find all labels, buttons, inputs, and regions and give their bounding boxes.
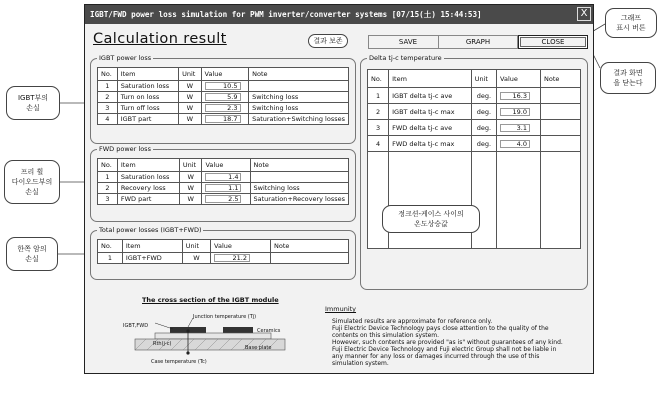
col-value: Value — [202, 159, 250, 172]
annotation-igbt-loss: IGBT부의 손실 — [6, 86, 60, 120]
row-value — [202, 194, 250, 205]
table-row — [98, 92, 349, 103]
table-row — [98, 253, 349, 264]
case-temp-label: Case temperature (Tc) — [151, 359, 207, 365]
value-field: 21.2 — [214, 254, 250, 262]
delta-temperature-group — [360, 54, 588, 290]
value-field: 2.3 — [205, 104, 241, 112]
row-value — [211, 253, 271, 264]
col-value: Value — [211, 240, 271, 253]
row-item: Turn off loss — [117, 103, 178, 114]
row-unit: W — [179, 81, 201, 92]
table-row — [98, 114, 349, 125]
immunity-text: Fuji Electric Device Technology and Fuji electric Group shall not be liable in — [332, 346, 557, 353]
immunity-text: Fuji Electric Device Technology pays close attention to the quality of the — [332, 325, 549, 332]
row-no: 2 — [98, 92, 118, 103]
base-plate-label: Base plate — [245, 345, 272, 351]
row-value — [201, 114, 249, 125]
row-unit: W — [182, 253, 210, 264]
row-note: Saturation+Switching losses — [249, 114, 349, 125]
row-unit: deg. — [471, 88, 496, 104]
row-value — [497, 120, 541, 136]
row-value — [202, 183, 250, 194]
row-item: Saturation loss — [117, 81, 178, 92]
table-row — [98, 194, 349, 205]
table-row — [368, 120, 581, 136]
table-row — [368, 88, 581, 104]
row-value — [497, 104, 541, 120]
row-no: 1 — [98, 172, 118, 183]
row-item: FWD delta tj-c ave — [389, 120, 472, 136]
table-row — [98, 81, 349, 92]
row-item: FWD delta tj-c max — [389, 136, 472, 152]
row-note — [541, 136, 581, 152]
row-no: 1 — [98, 81, 118, 92]
igbt-fwd-label: IGBT,FWD — [123, 323, 149, 329]
immunity-text: However, such contents are provided "as is" without guarantees of any kind. — [332, 339, 563, 346]
immunity-text: any manner for any loss or damages incurred through the use of this — [332, 353, 540, 360]
fwd-power-loss-group — [90, 145, 356, 222]
value-field: 1.4 — [205, 173, 241, 181]
row-note — [541, 120, 581, 136]
col-note: Note — [250, 159, 348, 172]
row-unit: W — [179, 114, 201, 125]
total-power-loss-group — [90, 226, 356, 280]
row-note — [271, 253, 349, 264]
row-no: 3 — [368, 120, 389, 136]
col-item: Item — [117, 68, 178, 81]
total-loss-table — [97, 239, 349, 264]
value-field: 16.3 — [500, 92, 530, 100]
window-titlebar: IGBT/FWD power loss simulation for PWM inverter/converter systems [07/15(土) 15:44:53] — [85, 5, 593, 24]
rth-label: Rth(j-c) — [153, 341, 172, 347]
col-unit: Unit — [182, 240, 210, 253]
row-item: Turn on loss — [117, 92, 178, 103]
annotation-temp-rise: 정크션-케이스 사이의 온도상승값 — [382, 205, 480, 233]
row-no: 3 — [98, 194, 118, 205]
annotation-fwd-loss: 프리 휠 다이오드부의 손실 — [4, 160, 60, 204]
col-no: No. — [98, 68, 118, 81]
value-field: 1.1 — [205, 184, 241, 192]
annotation-save-result: 결과 보존 — [308, 34, 348, 48]
row-no: 2 — [98, 183, 118, 194]
page-title: Calculation result — [93, 31, 227, 47]
row-unit: W — [179, 92, 201, 103]
col-unit: Unit — [179, 159, 202, 172]
col-item: Item — [389, 70, 472, 88]
fwd-group-title: FWD power loss — [99, 145, 151, 153]
row-item: Saturation loss — [117, 172, 179, 183]
row-item: IGBT delta tj-c max — [389, 104, 472, 120]
annotation-arm-loss: 한쪽 암의 손실 — [6, 237, 58, 271]
close-button[interactable]: CLOSE — [518, 35, 588, 49]
value-field: 2.5 — [205, 195, 241, 203]
table-row — [98, 172, 349, 183]
row-value — [497, 136, 541, 152]
immunity-text: contents on this simulation system. — [332, 332, 440, 339]
delta-group-title: Delta tj-c temperature — [369, 54, 442, 62]
col-note: Note — [249, 68, 349, 81]
row-no: 1 — [368, 88, 389, 104]
col-item: Item — [117, 159, 179, 172]
col-item: Item — [122, 240, 182, 253]
value-field: 4.0 — [500, 140, 530, 148]
row-note: Saturation+Recovery losses — [250, 194, 348, 205]
cross-section-title: The cross section of the IGBT module — [142, 296, 279, 304]
row-item: IGBT part — [117, 114, 178, 125]
row-no: 4 — [368, 136, 389, 152]
window-close-icon[interactable]: X — [577, 7, 591, 21]
row-unit: W — [179, 194, 202, 205]
col-no: No. — [98, 159, 118, 172]
value-field: 10.5 — [205, 82, 241, 90]
row-no: 3 — [98, 103, 118, 114]
immunity-title: Immunity — [325, 305, 357, 313]
row-no: 2 — [368, 104, 389, 120]
junction-temp-label: Junction temperature (Tj) — [193, 314, 257, 320]
fwd-loss-table — [97, 158, 349, 205]
immunity-text: Simulated results are approximate for reference only. — [332, 318, 493, 325]
table-row — [368, 136, 581, 152]
row-note — [249, 81, 349, 92]
annotation-graph-button: 그래프 표시 버튼 — [605, 8, 657, 38]
total-group-title: Total power losses (IGBT+FWD) — [99, 226, 202, 234]
immunity-text: simulation system. — [332, 360, 389, 367]
table-header — [98, 68, 349, 81]
igbt-power-loss-group — [90, 54, 356, 144]
empty-row — [368, 152, 581, 249]
value-field: 19.0 — [500, 108, 530, 116]
row-unit: deg. — [471, 136, 496, 152]
row-item: IGBT+FWD — [122, 253, 182, 264]
ceramics-label: Ceramics — [257, 328, 281, 334]
row-item: IGBT delta tj-c ave — [389, 88, 472, 104]
row-value — [497, 88, 541, 104]
value-field: 5.9 — [205, 93, 241, 101]
row-value — [201, 81, 249, 92]
col-unit: Unit — [471, 70, 496, 88]
row-note: Switching loss — [249, 92, 349, 103]
row-note — [541, 104, 581, 120]
row-note: Switching loss — [249, 103, 349, 114]
row-unit: W — [179, 183, 202, 194]
row-note: Switching loss — [250, 183, 348, 194]
row-value — [201, 92, 249, 103]
app-window — [84, 4, 594, 374]
value-field: 18.7 — [205, 115, 241, 123]
table-header — [98, 240, 349, 253]
annotation-close-result: 결과 화면 을 닫는다 — [600, 62, 656, 94]
table-row — [98, 103, 349, 114]
table-row — [98, 183, 349, 194]
row-unit: deg. — [471, 104, 496, 120]
row-note — [250, 172, 348, 183]
save-button[interactable]: SAVE — [368, 35, 448, 49]
row-value — [202, 172, 250, 183]
row-value — [201, 103, 249, 114]
value-field: 3.1 — [500, 124, 530, 132]
col-no: No. — [98, 240, 123, 253]
graph-button[interactable]: GRAPH — [438, 35, 518, 49]
col-value: Value — [497, 70, 541, 88]
row-unit: deg. — [471, 120, 496, 136]
col-unit: Unit — [179, 68, 201, 81]
row-no: 4 — [98, 114, 118, 125]
table-header — [368, 70, 581, 88]
igbt-loss-table — [97, 67, 349, 125]
table-row — [368, 104, 581, 120]
row-unit: W — [179, 172, 202, 183]
row-no: 1 — [98, 253, 123, 264]
col-note: Note — [271, 240, 349, 253]
row-note — [541, 88, 581, 104]
table-header — [98, 159, 349, 172]
col-no: No. — [368, 70, 389, 88]
col-note: Note — [541, 70, 581, 88]
igbt-group-title: IGBT power loss — [99, 54, 152, 62]
row-item: Recovery loss — [117, 183, 179, 194]
row-unit: W — [179, 103, 201, 114]
row-item: FWD part — [117, 194, 179, 205]
col-value: Value — [201, 68, 249, 81]
